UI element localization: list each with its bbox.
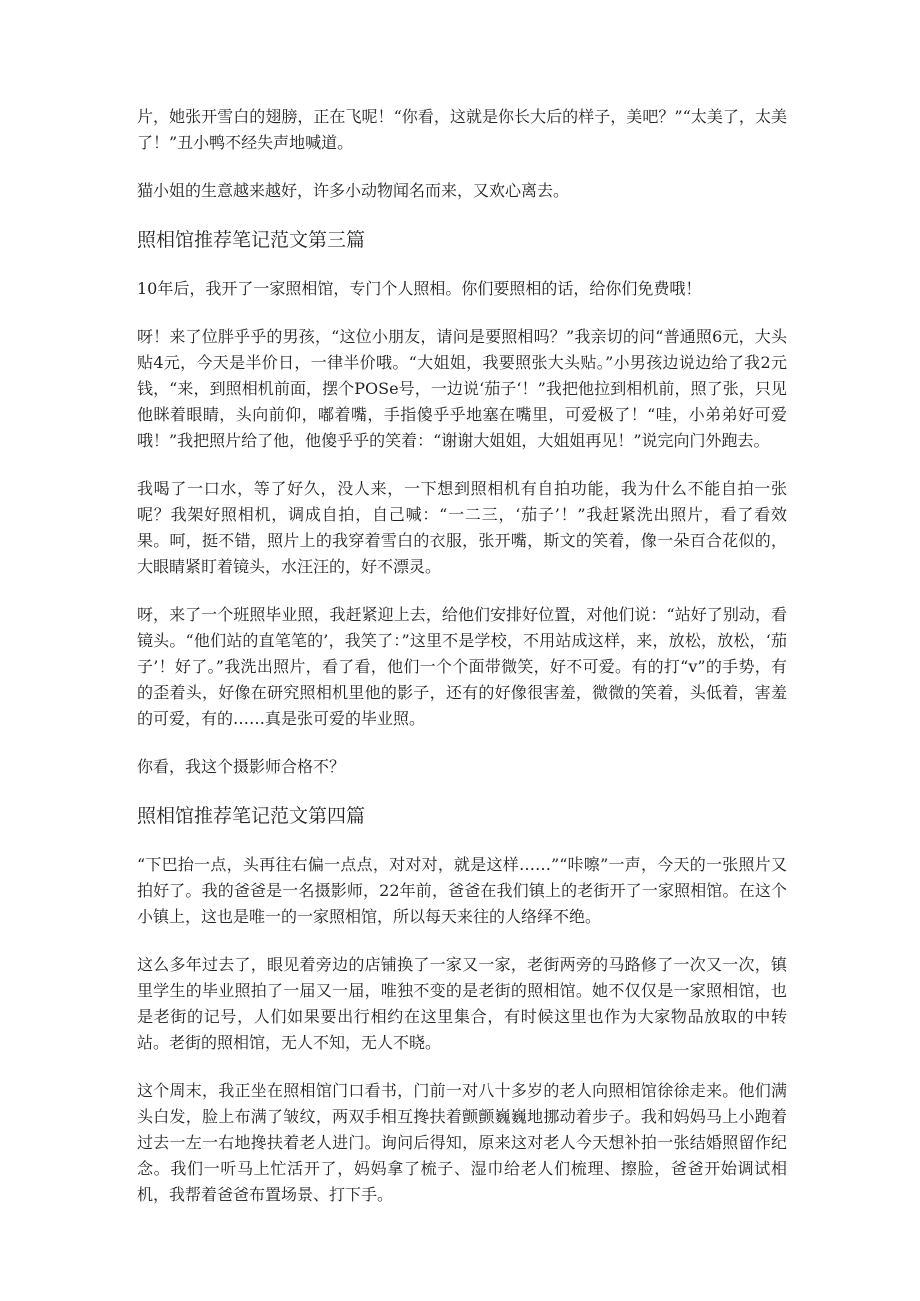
paragraph: 呀，来了一个班照毕业照，我赶紧迎上去，给他们安排好位置，对他们说：“站好了别动，看镜头。“他们站的直笔笔的’，我笑了：”这里不是学校，不用站成这样，来，放松，放松，‘茄子’！好了。”我洗出照片，看了看，他们一个个面带微笑，好不可爱。有的打“v”的手势，有的歪着头，好像在研究照相机里他的影子，还有的好像很害羞，微微的笑着，头低着，害羞的可爱，有的……真是张可爱的毕业照。 [137, 605, 787, 728]
paragraph: 我喝了一口水，等了好久，没人来，一下想到照相机有自拍功能，我为什么不能自拍一张呢？我架好照相机，调成自拍，自己喊：“一二三，‘茄子’！”我赶紧洗出照片，看了看效果。呵，挺不错，照片上的我穿着雪白的衣服，张开嘴，斯文的笑着，像一朵百合花似的，大眼睛紧盯着镜头，水汪汪的，好不漂灵。 [137, 479, 787, 576]
paragraph: 10年后，我开了一家照相馆，专门个人照相。你们要照相的话，给你们免费哦！ [137, 279, 702, 298]
paragraph: 呀！来了位胖乎乎的男孩，“这位小朋友，请问是要照相吗？”我亲切的问“普通照6元，大头贴4元，今天是半价日，一律半价哦。“大姐姐，我要照张大头贴。”小男孩边说边给了我2元钱，“来，到照相机前面，摆个POSe号，一边说‘茄子‘！”我把他拉到相机前，照了张，只见他眯着眼睛，头向前仰，嘟着嘴，手指傻乎乎地塞在嘴里，可爱极了！“哇，小弟弟好可爱哦！”我把照片给了他，他傻乎乎的笑着：“谢谢大姐姐，大姐姐再见！”说完向门外跑去。 [137, 327, 787, 450]
paragraph: 你看，我这个摄影师合格不？ [137, 757, 346, 776]
paragraph: “下巴抬一点，头再往右偏一点点，对对对，就是这样……”“咔嚓”一声，今天的一张照片又拍好了。我的爸爸是一名摄影师，22年前，爸爸在我们镇上的老街开了一家照相馆。在这个小镇上，这也是唯一的一家照相馆，所以每天来往的人络绎不绝。 [137, 855, 787, 926]
section-heading: 照相馆推荐笔记范文第三篇 [137, 229, 366, 251]
paragraph: 这个周末，我正坐在照相馆门口看书，门前一对八十多岁的老人向照相馆徐徐走来。他们满头白发，脸上布满了皱纹，两双手相互搀扶着颤颤巍巍地挪动着步子。我和妈妈马上小跑着过去一左一右地搀扶着老人进门。询问后得知，原来这对老人今天想补拍一张结婚照留作纪念。我们一听马上忙活开了，妈妈拿了梳子、湿巾给老人们梳理、擦脸，爸爸开始调试相机，我帮着爸爸布置场景、打下手。 [137, 1081, 787, 1204]
paragraph: 猫小姐的生意越来越好，许多小动物闻名而来，又欢心离去。 [137, 181, 570, 200]
section-heading: 照相馆推荐笔记范文第四篇 [137, 805, 366, 827]
paragraph: 这么多年过去了，眼见着旁边的店铺换了一家又一家，老街两旁的马路修了一次又一次，镇里学生的毕业照拍了一届又一届，唯独不变的是老街的照相馆。她不仅仅是一家照相馆，也是老街的记号，人们如果要出行相约在这里集合，有时候这里也作为大家物品放取的中转站。老街的照相馆，无人不知，无人不晓。 [137, 955, 787, 1052]
paragraph: 片，她张开雪白的翅膀，正在飞呢！“你看，这就是你长大后的样子，美吧？”“太美了，太美了！”丑小鸭不经失声地喊道。 [137, 107, 787, 152]
document-page [137, 104, 787, 1230]
